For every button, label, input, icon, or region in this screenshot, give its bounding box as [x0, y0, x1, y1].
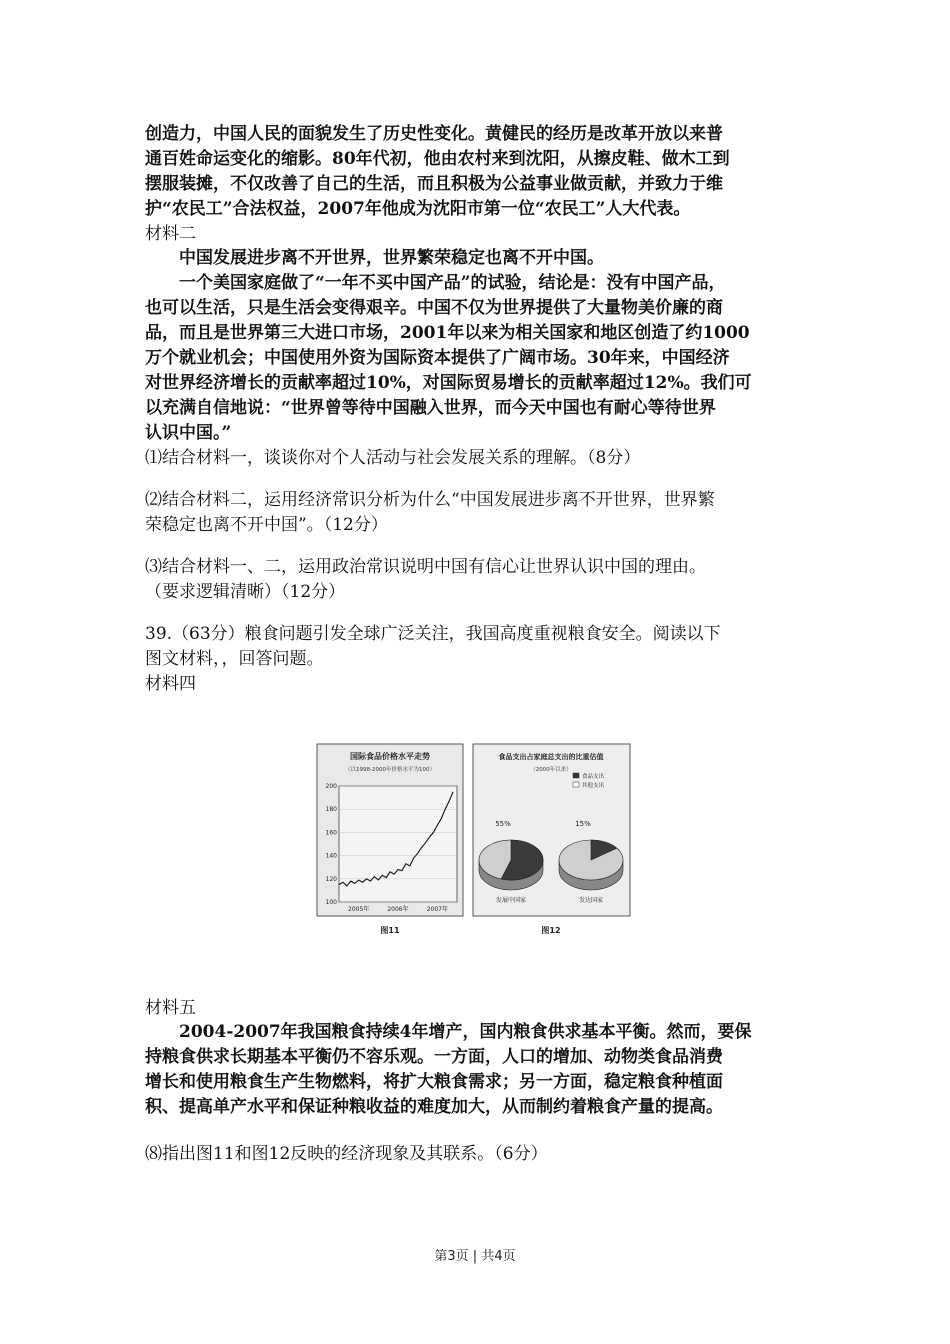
- chart-12-legend-label: 其他支出: [582, 783, 605, 789]
- chart-12-pie-value-label: 55%: [495, 820, 511, 828]
- material-2-title: 中国发展进步离不开世界，世界繁荣稳定也离不开中国。: [179, 248, 604, 268]
- material-2-body: [145, 271, 810, 446]
- text-line: 摆服装摊，不仅改善了自己的生活，而且积极为公益事业做贡献，并致力于维: [145, 174, 723, 194]
- chart-12-caption: 图12: [541, 926, 561, 935]
- material-2-label: 材料二: [145, 224, 196, 244]
- chart-12-title: 食品支出占家庭总支出的比重估值: [498, 753, 604, 761]
- text-line: 增长和使用粮食生产生物燃料，将扩大粮食需求；另一方面，稳定粮食种植面: [145, 1072, 723, 1092]
- chart-12-legend-swatch: [573, 773, 579, 778]
- text-line: 认识中国。”: [145, 423, 232, 443]
- text-line: 万个就业机会；中国使用外资为国际资本提供了广阔市场。30年来，中国经济: [145, 348, 730, 368]
- text-line: 2004-2007年我国粮食持续4年增产，国内粮食供求基本平衡。然而，要保: [179, 1022, 752, 1042]
- text-line: （要求逻辑清晰）（12分）: [145, 582, 346, 602]
- page-footer: 第3页 | 共4页: [434, 1249, 516, 1264]
- text-line: 护“农民工”合法权益，2007年他成为沈阳市第一位“农民工”人大代表。: [145, 199, 691, 219]
- chart-11-subtitle: （以1998-2000年价格水平为100）: [345, 767, 435, 773]
- chart-11-xtick-label: 2005年: [348, 906, 370, 913]
- question-39-intro: [145, 622, 810, 672]
- material-4-label: 材料四: [145, 674, 196, 694]
- chart-11-ytick-label: 120: [325, 875, 337, 883]
- chart-11-plot-area: [339, 786, 457, 902]
- text-line: ⑶结合材料一、二，运用政治常识说明中国有信心让世界认识中国的理由。: [145, 557, 706, 577]
- chart-12-subtitle: （2000年以来）: [530, 767, 572, 773]
- text-line: 一个美国家庭做了“一年不买中国产品”的试验，结论是：没有中国产品，: [179, 273, 726, 293]
- text-line: 通百姓命运变化的缩影。80年代初，他由农村来到沈阳，从擦皮鞋、做木工到: [145, 149, 730, 169]
- material-5-label: 材料五: [145, 998, 196, 1018]
- text-line: 持粮食供求长期基本平衡仍不容乐观。一方面，人口的增加、动物类食品消费: [145, 1047, 723, 1067]
- material-1-continuation: [145, 122, 810, 222]
- exam-page-content: [145, 122, 810, 696]
- chart-12-pie-label: 发展中国家: [495, 897, 527, 904]
- chart-11-ytick-label: 140: [325, 852, 337, 860]
- text-line: 图文材料，，回答问题。: [145, 649, 324, 669]
- chart-11-ytick-label: 180: [325, 806, 337, 814]
- chart-12-pie-value-label: 15%: [575, 820, 591, 828]
- material-4-figure: [315, 742, 632, 946]
- chart-12-legend-label: 食品支出: [582, 774, 605, 780]
- exam-page-lower: [145, 996, 810, 1167]
- question-2: [145, 488, 810, 538]
- text-line: 荣稳定也离不开中国”。（12分）: [145, 515, 388, 535]
- chart-11-xtick-label: 2006年: [387, 906, 409, 913]
- chart-11-title: 国际食品价格水平走势: [350, 752, 430, 761]
- question-3: [145, 555, 810, 605]
- chart-11-ytick-label: 100: [325, 899, 337, 906]
- chart-12-pie-label: 发达国家: [578, 897, 604, 904]
- text-line: 创造力，中国人民的面貌发生了历史性变化。黄健民的经历是改革开放以来普: [145, 124, 723, 144]
- text-line: 对世界经济增长的贡献率超过10%，对国际贸易增长的贡献率超过12%。我们可: [145, 373, 752, 393]
- chart-11-ytick-label: 160: [325, 829, 337, 837]
- chart-12-legend-swatch: [573, 782, 579, 787]
- text-line: 积、提高单产水平和保证种粮收益的难度加大，从而制约着粮食产量的提高。: [145, 1097, 723, 1117]
- question-8: ⑻指出图11和图12反映的经济现象及其联系。（6分）: [145, 1144, 548, 1164]
- text-line: 品，而且是世界第三大进口市场，2001年以来为相关国家和地区创造了约1000: [145, 323, 750, 343]
- text-line: ⑵结合材料二，运用经济常识分析为什么“中国发展进步离不开世界，世界繁: [145, 490, 715, 510]
- question-1: ⑴结合材料一，谈谈你对个人活动与社会发展关系的理解。（8分）: [145, 448, 641, 468]
- text-line: 39.（63分）粮食问题引发全球广泛关注，我国高度重视粮食安全。阅读以下: [145, 624, 721, 644]
- text-line: 以充满自信地说：“世界曾等待中国融入世界，而今天中国也有耐心等待世界: [145, 398, 716, 418]
- material-5-body: [145, 1020, 810, 1120]
- chart-11-ytick-label: 200: [325, 783, 337, 790]
- text-line: 也可以生活，只是生活会变得艰辛。中国不仅为世界提供了大量物美价廉的商: [145, 298, 723, 318]
- figure-svg: [315, 742, 632, 946]
- chart-11-caption: 图11: [380, 926, 400, 935]
- chart-11-xtick-label: 2007年: [426, 906, 448, 913]
